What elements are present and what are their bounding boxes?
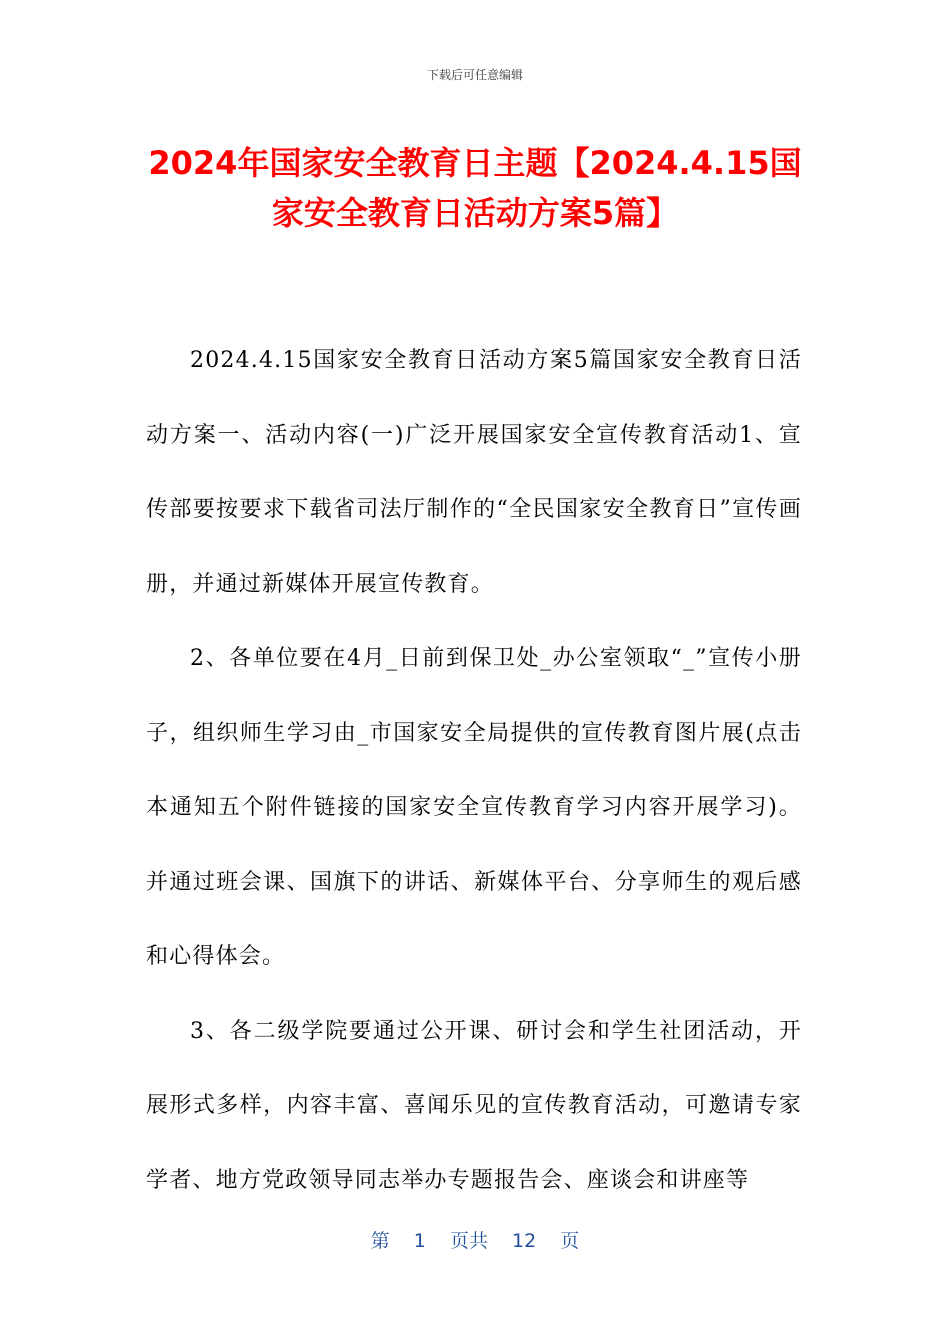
current-page-number: 1 <box>413 1230 426 1252</box>
paragraph-2: 2、各单位要在4月_日前到保卫处_办公室领取“_”宣传小册子，组织师生学习由_市国家安全局提供的宣传教育图片展(点击本通知五个附件链接的国家安全宣传教育学习内容开展学习)。并通过班会课、国旗下的讲话、新媒体平台、分享师生的观后感和心得体会。 <box>146 646 802 969</box>
paragraph-3: 3、各二级学院要通过公开课、研讨会和学生社团活动，开展形式多样，内容丰富、喜闻乐见的宣传教育活动，可邀请专家学者、地方党政领导同志举办专题报告会、座谈会和讲座等 <box>146 1018 802 1193</box>
page-label-suffix: 页 <box>560 1230 580 1252</box>
document-body <box>146 324 802 1218</box>
header-note: 下载后可任意编辑 <box>426 68 523 82</box>
total-pages-number: 12 <box>512 1230 537 1252</box>
document-title: 2024年国家安全教育日主题【2024.4.15国家安全教育日活动方案5篇】 <box>148 144 802 232</box>
page-label-prefix: 第 <box>370 1230 390 1252</box>
page-footer <box>0 1226 950 1253</box>
paragraph-1: 2024.4.15国家安全教育日活动方案5篇国家安全教育日活动方案一、活动内容(一)广泛开展国家安全宣传教育活动1、宣传部要按要求下载省司法厅制作的“全民国家安全教育日”宣传画册，并通过新媒体开展宣传教育。 <box>146 348 802 597</box>
page-label-mid: 页共 <box>449 1230 488 1252</box>
